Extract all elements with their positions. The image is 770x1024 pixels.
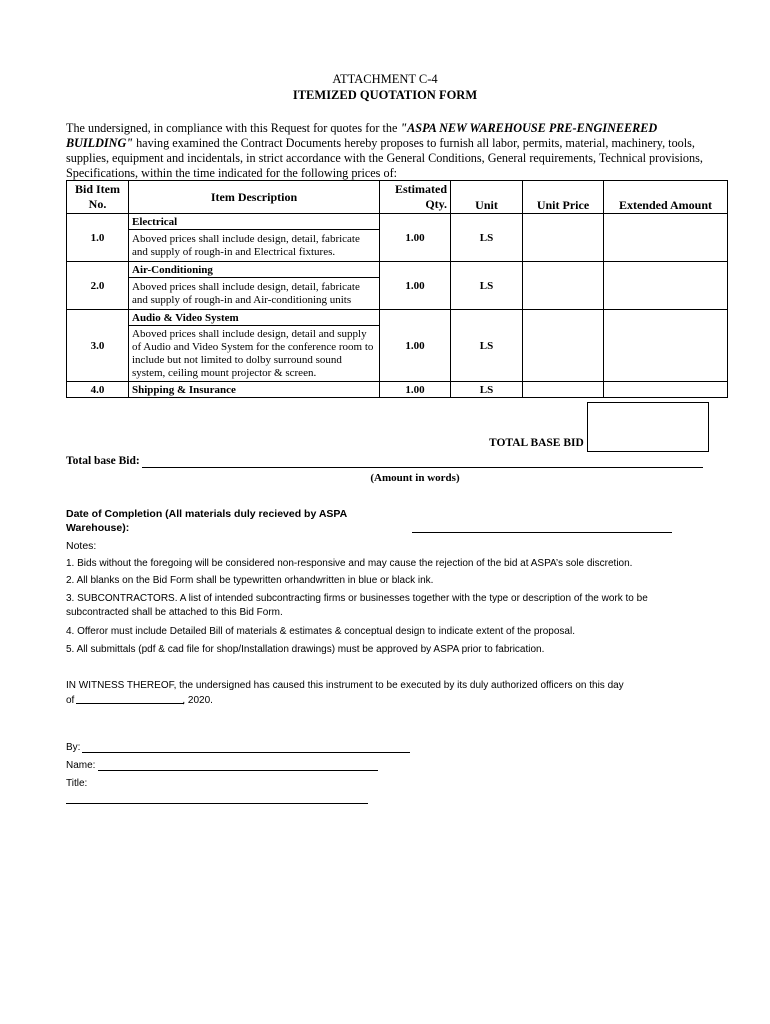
completion-date-label: Date of Completion (All materials duly recieved by ASPA Warehouse): xyxy=(66,508,347,534)
amount-in-words-caption: (Amount in words) xyxy=(370,472,460,484)
form-title: ITEMIZED QUOTATION FORM xyxy=(292,88,478,102)
completion-date-line[interactable] xyxy=(412,532,672,533)
notes-title: Notes: xyxy=(66,540,97,552)
note-item: 3. SUBCONTRACTORS. A list of intended subcontracting firms or businesses together with the type or description of the work to be subcontracted shall be attached to this Bid Form. xyxy=(66,593,648,618)
witness-statement: IN WITNESS THEREOF, the undersigned has caused this instrument to be executed by its duly authorized officers on this day of , 2020. xyxy=(66,680,624,706)
row-1-category: Electrical xyxy=(129,214,380,230)
total-bid-words-line[interactable] xyxy=(142,467,703,468)
signature-by-line[interactable] xyxy=(82,752,410,753)
signature-by-label: By: xyxy=(66,742,81,753)
row-4-no: 4.0 xyxy=(67,382,129,398)
row-1-extended[interactable] xyxy=(604,214,728,262)
row-3-unit: LS xyxy=(451,310,523,382)
row-3-extended[interactable] xyxy=(604,310,728,382)
row-4-unit-price[interactable] xyxy=(523,382,604,398)
signature-title-label: Title: xyxy=(66,778,88,789)
witness-day-line[interactable] xyxy=(76,703,184,704)
row-3-qty: 1.00 xyxy=(380,310,451,382)
row-2-unit-price[interactable] xyxy=(523,262,604,310)
row-1-no: 1.0 xyxy=(67,214,129,262)
note-item: 2. All blanks on the Bid Form shall be typewritten orhandwritten in blue or black ink. xyxy=(66,575,434,586)
row-2-extended[interactable] xyxy=(604,262,728,310)
signature-title-line[interactable] xyxy=(66,803,368,804)
row-4-extended[interactable] xyxy=(604,382,728,398)
row-1-qty: 1.00 xyxy=(380,214,451,262)
project-name: "ASPA NEW WAREHOUSE PRE-ENGINEERED BUILDING" xyxy=(66,121,658,150)
row-3-no: 3.0 xyxy=(67,310,129,382)
row-2-desc: Aboved prices shall include design, detail, fabricate and supply of rough-in and Air-conditioning units xyxy=(129,278,380,310)
note-item: 1. Bids without the foregoing will be considered non-responsive and may cause the rejection of the bid at ASPA’s sole discretion. xyxy=(66,558,633,569)
header-qty: Estimated Qty. xyxy=(380,181,451,214)
total-base-bid-box[interactable] xyxy=(587,402,709,452)
row-4-qty: 1.00 xyxy=(380,382,451,398)
intro-paragraph: The undersigned, in compliance with this Request for quotes for the "ASPA NEW WAREHOUSE PRE-ENGINEERED BUILDING" having examined the Contract Documents hereby proposes to furnish all labor, permits, material, machinery, tools, supplies, equipment and incidentals, in strict accordance with the General Conditions, General requirements, Technical provisions, Specifications, within the time indicated for the following prices of: xyxy=(66,121,703,180)
signature-name-label: Name: xyxy=(66,760,96,771)
row-1-unit: LS xyxy=(451,214,523,262)
total-base-bid-label: TOTAL BASE BID xyxy=(489,437,584,449)
total-bid-words-label: Total base Bid: xyxy=(66,455,140,467)
row-3-category: Audio & Video System xyxy=(129,310,380,326)
row-3-desc: Aboved prices shall include design, detail and supply of Audio and Video System for the conference room to include but not limited to dolby surround sound system, ceiling mount projector & screen. xyxy=(129,326,380,382)
row-1-desc: Aboved prices shall include design, detail, fabricate and supply of rough-in and Electrical fixtures. xyxy=(129,230,380,262)
header-extended: Extended Amount xyxy=(604,181,728,214)
row-2-category: Air-Conditioning xyxy=(129,262,380,278)
header-unit-price: Unit Price xyxy=(523,181,604,214)
note-item: 4. Offeror must include Detailed Bill of materials & estimates & conceptual design to indicate extent of the proposal. xyxy=(66,626,575,637)
signature-name-line[interactable] xyxy=(98,770,378,771)
attachment-label: ATTACHMENT C-4 xyxy=(332,72,438,86)
header-item-no: Bid Item No. xyxy=(67,181,129,214)
header-unit: Unit xyxy=(451,181,523,214)
row-4-category: Shipping & Insurance xyxy=(129,382,380,398)
row-4-unit: LS xyxy=(451,382,523,398)
header-description: Item Description xyxy=(129,181,380,214)
row-2-no: 2.0 xyxy=(67,262,129,310)
row-2-qty: 1.00 xyxy=(380,262,451,310)
note-item: 5. All submittals (pdf & cad file for shop/Installation drawings) must be approved by ASPA prior to fabrication. xyxy=(66,644,545,655)
row-1-unit-price[interactable] xyxy=(523,214,604,262)
row-2-unit: LS xyxy=(451,262,523,310)
bid-items-table xyxy=(66,180,728,398)
row-3-unit-price[interactable] xyxy=(523,310,604,382)
